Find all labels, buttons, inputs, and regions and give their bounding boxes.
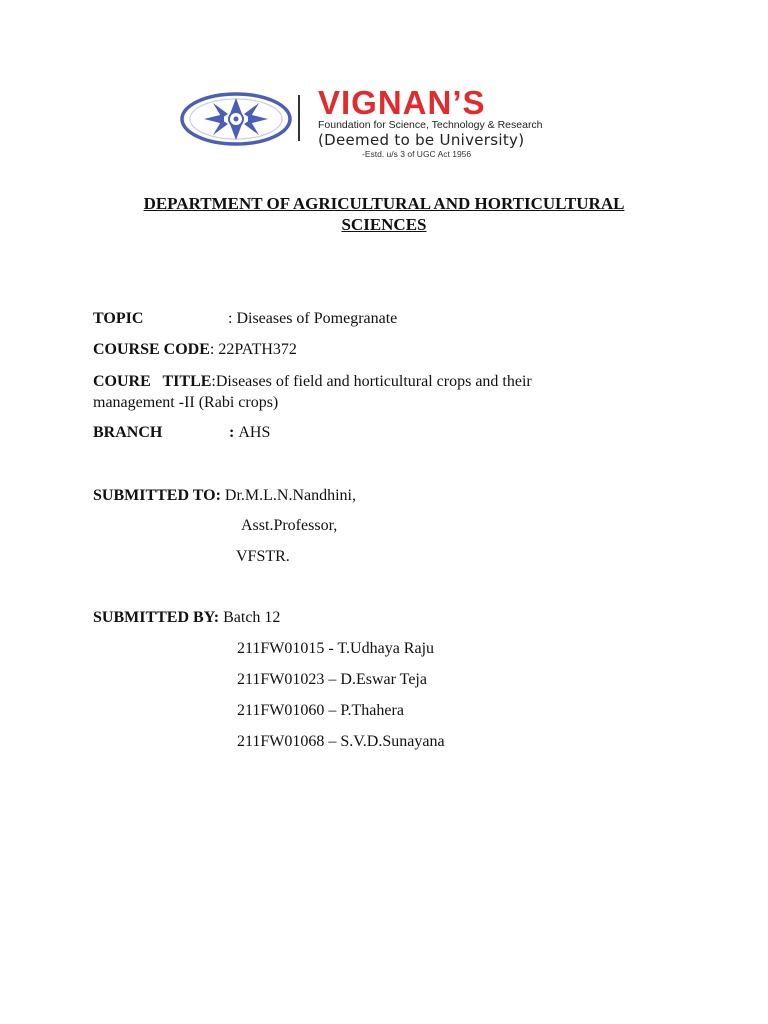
submitted-to-row <box>93 486 356 506</box>
logo-divider <box>298 95 300 141</box>
vignan-emblem-icon <box>180 92 292 146</box>
team-member: 211FW01068 – S.V.D.Sunayana <box>237 733 445 750</box>
course-title-label: COURE TITLE <box>93 373 212 390</box>
course-code-label: COURSE CODE <box>93 341 210 358</box>
submitted-to-designation: Asst.Professor, <box>241 517 338 534</box>
submitted-by-row <box>93 608 280 628</box>
university-name: VIGNAN’S <box>318 84 486 121</box>
topic-value: : Diseases of Pomegranate <box>228 310 398 327</box>
course-code-value: : 22PATH372 <box>209 341 297 358</box>
batch-number: Batch 12 <box>219 609 281 626</box>
submitted-to-name: Dr.M.L.N.Nandhini, <box>220 487 356 504</box>
course-title-row <box>93 371 613 413</box>
submitted-to-label: SUBMITTED TO: <box>93 487 221 504</box>
team-member: 211FW01023 – D.Eswar Teja <box>237 671 427 688</box>
deemed-university-line: (Deemed to be University) <box>318 131 525 149</box>
course-code-row <box>93 340 297 360</box>
submitted-by-label: SUBMITTED BY: <box>93 609 220 626</box>
submitted-to-institution: VFSTR. <box>236 548 290 565</box>
team-member: 211FW01060 – P.Thahera <box>237 702 404 719</box>
department-title: DEPARTMENT OF AGRICULTURAL AND HORTICULTURAL SCIENCES <box>143 194 625 234</box>
topic-label: TOPIC <box>93 310 144 327</box>
branch-value: AHS <box>238 424 271 441</box>
foundation-line: Foundation for Science, Technology & Research <box>318 119 543 131</box>
branch-label: BRANCH <box>93 424 163 441</box>
university-brand <box>318 86 588 160</box>
course-title-value: :Diseases of field and horticultural crops and their management -II (Rabi crops) <box>93 373 532 411</box>
team-member: 211FW01015 - T.Udhaya Raju <box>237 640 435 657</box>
branch-row <box>229 423 270 443</box>
branch-colon: : <box>229 424 239 441</box>
establishment-line: -Estd. u/s 3 of UGC Act 1956 <box>362 149 472 159</box>
